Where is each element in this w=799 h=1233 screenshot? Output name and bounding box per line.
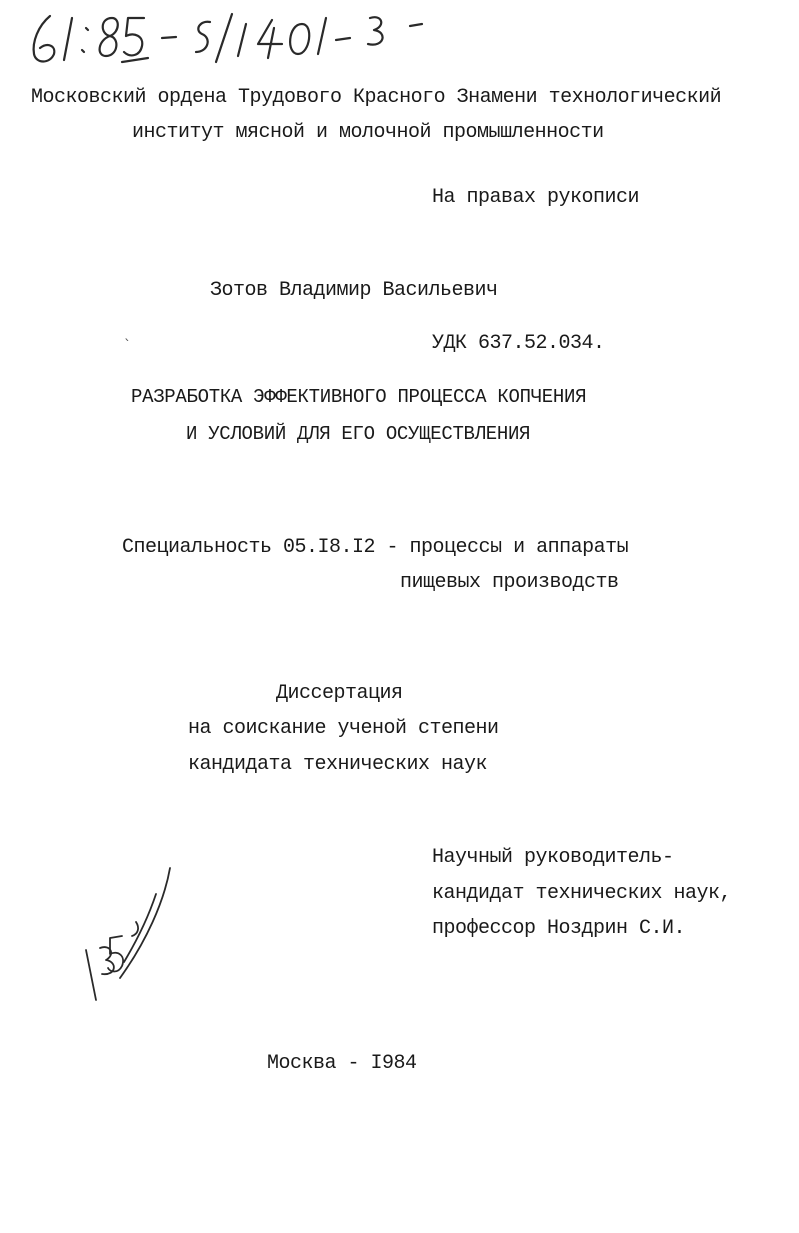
institution-line-1: Московский ордена Трудового Красного Знамени технологический xyxy=(31,86,722,109)
udc-code: УДК 637.52.034. xyxy=(432,332,605,355)
supervisor-line-2: кандидат технических наук, xyxy=(432,882,732,905)
handwritten-archive-code xyxy=(20,4,470,82)
supervisor-line-3: профессор Ноздрин С.И. xyxy=(432,917,686,940)
dissertation-title-line-2: И УСЛОВИЙ ДЛЯ ЕГО ОСУЩЕСТВЛЕНИЯ xyxy=(186,423,531,445)
city-year: Москва - I984 xyxy=(267,1052,417,1075)
stray-mark: ˋ xyxy=(124,338,131,354)
handwritten-signature xyxy=(76,862,186,1012)
specialty-line-1: Специальность 05.I8.I2 - процессы и аппараты xyxy=(122,536,629,559)
manuscript-note: На правах рукописи xyxy=(432,186,640,209)
degree-line-3: кандидата технических наук xyxy=(188,753,488,776)
author-name: Зотов Владимир Васильевич xyxy=(210,279,498,302)
degree-line-1: Диссертация xyxy=(276,682,403,705)
dissertation-title-line-1: РАЗРАБОТКА ЭФФЕКТИВНОГО ПРОЦЕССА КОПЧЕНИЯ xyxy=(131,386,587,408)
institution-line-2: институт мясной и молочной промышленности xyxy=(132,121,604,144)
specialty-line-2: пищевых производств xyxy=(400,571,619,594)
degree-line-2: на соискание ученой степени xyxy=(188,717,499,740)
supervisor-line-1: Научный руководитель- xyxy=(432,846,674,869)
